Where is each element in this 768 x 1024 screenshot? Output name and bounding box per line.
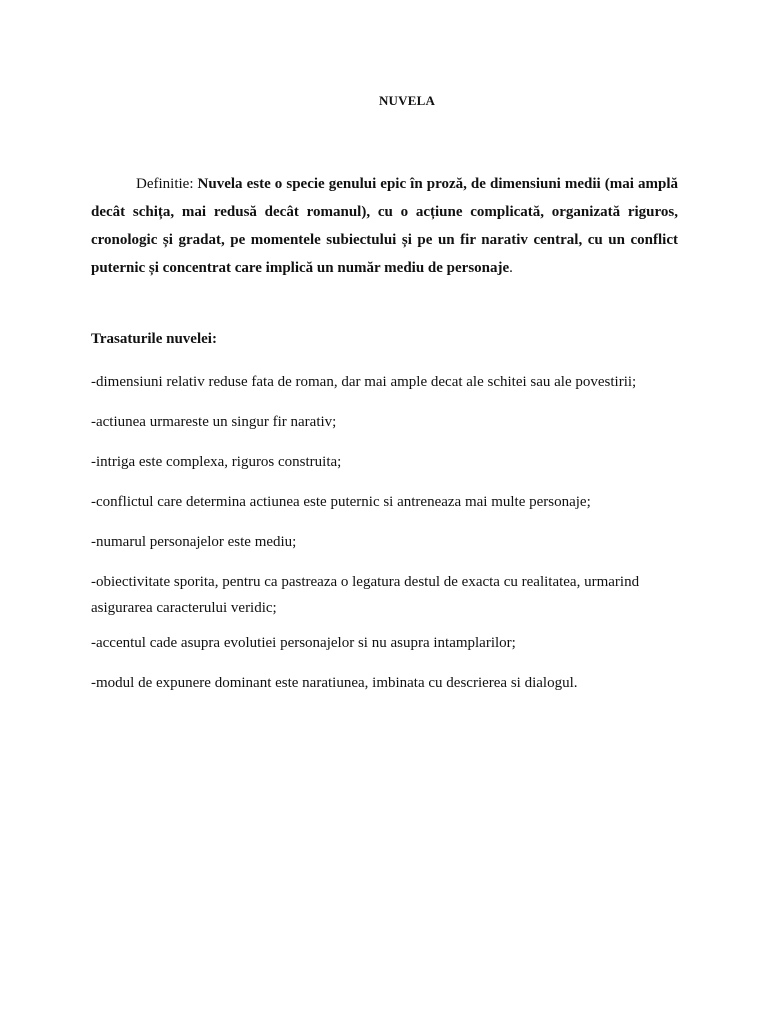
definition-paragraph — [91, 170, 678, 282]
list-item: -dimensiuni relativ reduse fata de roman, dar mai ample decat ale schitei sau ale povestirii; — [91, 374, 637, 390]
definition-label: Definitie: — [136, 176, 198, 192]
traits-list — [91, 372, 681, 713]
traits-heading: Trasaturile nuvelei: — [91, 331, 217, 347]
list-item: -modul de expunere dominant este naratiunea, imbinata cu descrierea si dialogul. — [91, 675, 578, 691]
list-item: -intriga este complexa, riguros construita; — [91, 454, 342, 470]
list-item: -accentul cade asupra evolutiei personajelor si nu asupra intamplarilor; — [91, 635, 516, 651]
list-item: -obiectivitate sporita, pentru ca pastreaza o legatura destul de exacta cu realitatea, urmarind asigurarea caracterului veridic; — [91, 574, 640, 616]
page-title: NUVELA — [378, 93, 436, 108]
list-item: -numarul personajelor este mediu; — [91, 534, 297, 550]
definition-end: . — [509, 260, 513, 276]
list-item: -actiunea urmareste un singur fir narativ; — [91, 414, 337, 430]
definition-text: Nuvela este o specie genului epic în proză, de dimensiuni medii (mai amplă decât schița, mai redusă decât romanul), cu o acțiune complicată, organizată riguros, cronologic și gradat, pe momentele subiectului și pe un fir narativ central, cu un conflict puternic și concentrat care implică un număr mediu de personaje — [91, 176, 678, 276]
list-item: -conflictul care determina actiunea este puternic si antreneaza mai multe personaje; — [91, 494, 591, 510]
